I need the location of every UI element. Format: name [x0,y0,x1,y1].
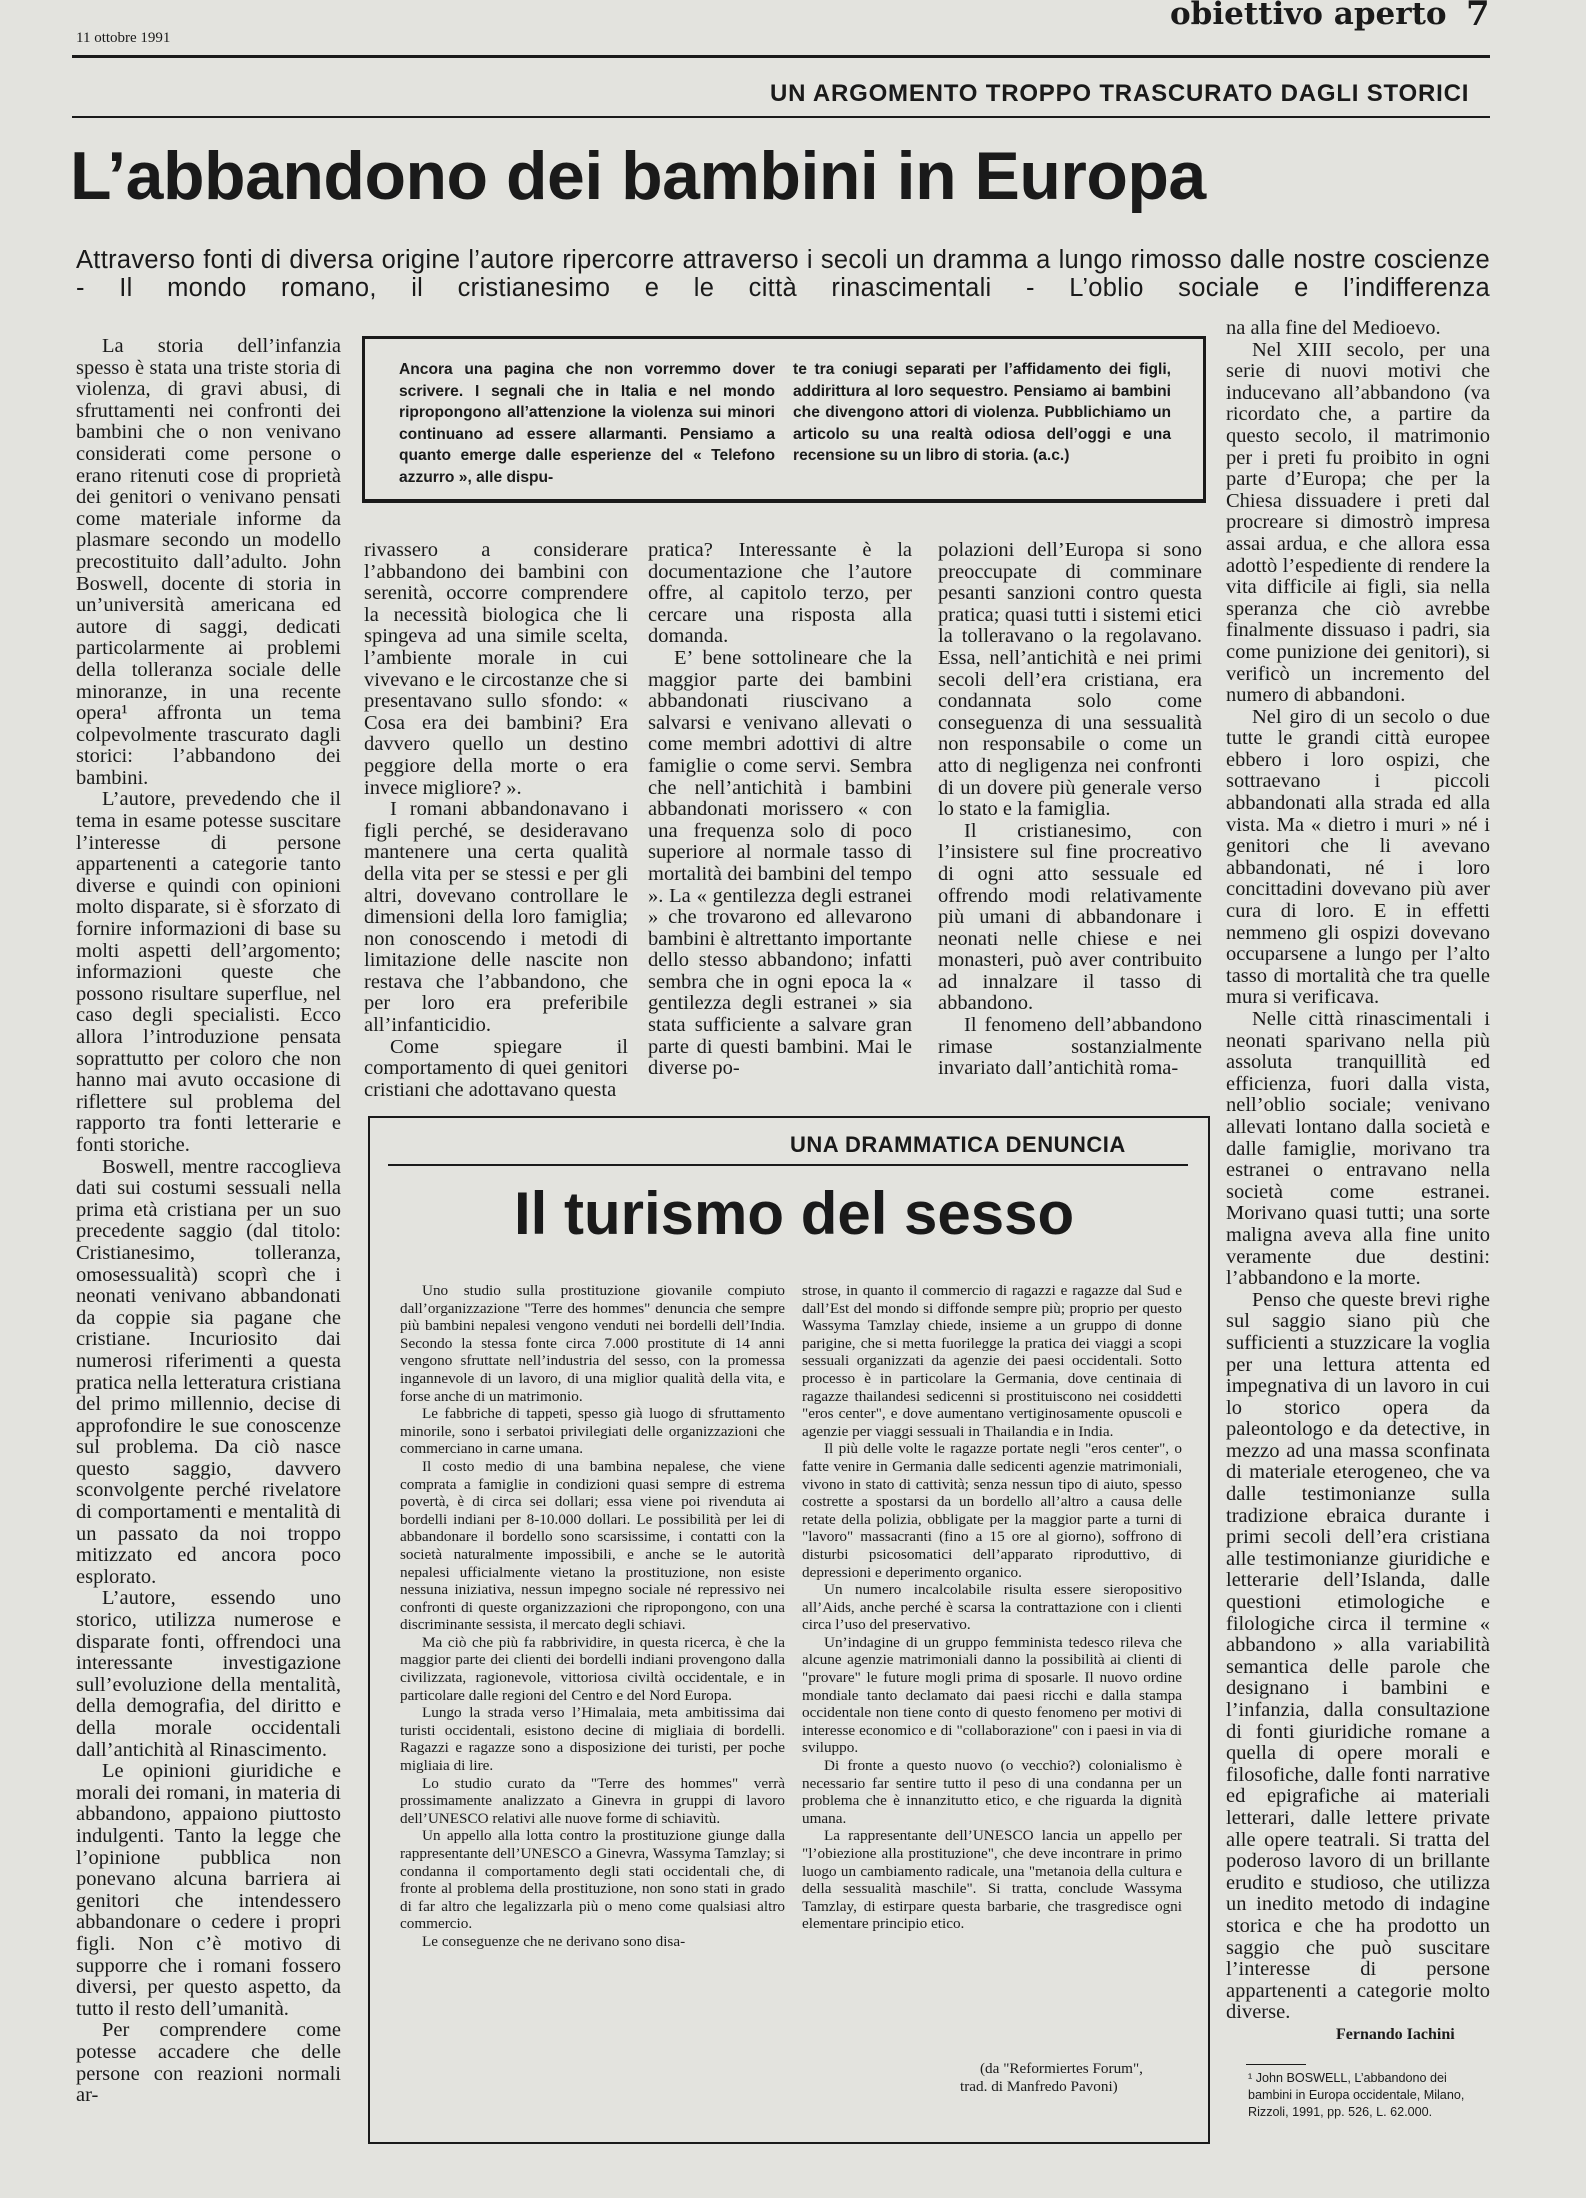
inset-kicker: UNA DRAMMATICA DENUNCIA [790,1132,1126,1157]
subheadline: Attraverso fonti di diversa origine l’autore ripercorre attraverso i secoli un dramma a lungo rimosso dalle nostre coscienze - Il mondo romano, il cristianesimo e le città rinascimentali - L’oblio sociale e l’indifferenza [76,246,1490,302]
paragraph: rivassero a considerare l’abbandono dei bambini con serenità, occorre comprendere la necessità biologica che li spingeva ad una simile scelta, l’ambiente morale in cui vivevano e le circostanze che si presentavano sullo sfondo: « Cosa era dei bambini? Era davvero quello un destino peggiore della morte o era invece migliore? ». [364,539,628,799]
paragraph: Nelle città rinascimentali i neonati sparivano nella più assoluta tranquillità ed efficienza, fuori dalla vista, nell’oblio sociale; venivano allevati lontano dalla società e dalle famiglie, morivano tra estranei o entravano nella società come estranei. Morivano quasi tutti; una sorte maligna aveva alla fine unito veramente due destini: l’abbandono e la morte. [1226,1008,1490,1290]
paragraph: Un numero incalcolabile risulta essere sieropositivo all’Aids, anche perché è scarsa la contrattazione con i clienti circa l’uso del preservativo. [802,1581,1182,1634]
paragraph: Il cristianesimo, con l’insistere sul fine procreativo di ogni atto sessuale ed offrendo modi relativamente più umani di abbandonare i neonati nelle chiese e nei monasteri, può aver contribuito ad innalzare il tasso di abbandono. [938,819,1202,1015]
paragraph: Boswell, mentre raccoglieva dati sui costumi sessuali nella prima età cristiana per un suo precedente saggio (dal titolo: Cristianesimo, tolleranza, omosessualità) scoprì che i neonati venivano abbandonati da coppie sia pagane che cristiane. Incuriosito dai numerosi riferimenti a questa pratica nella letteratura cristiana del primo millennio, decise di approfondire le sue conoscenze sul problema. Da ciò nasce questo saggio, davvero sconvolgente perché rivelatore di comportamenti e mentalità di un passato da noi troppo mitizzato ed ancora poco esplorato. [76,1155,341,1588]
paragraph: Lungo la strada verso l’Himalaia, meta ambitissima dai turisti occidentali, esistono decine di migliaia di bordelli. Ragazzi e ragazze sono a disposizione dei turisti, per poche migliaia di lire. [400,1704,785,1775]
article-column-4 [938,540,1202,1080]
section-title: obiettivo aperto [1170,0,1447,32]
paragraph: Le fabbriche di tappeti, spesso già luogo di sfruttamento minorile, sono i serbatoi privilegiati delle organizzazioni che commerciano in carne umana. [400,1405,785,1458]
paragraph: L’autore, essendo uno storico, utilizza numerose e disparate fonti, offrendoci una interessante investigazione sull’evoluzione della mentalità, della demografia, del diritto e della morale occidentali dall’antichità al Rinascimento. [76,1587,341,1761]
footnote-rule [1246,2064,1306,2065]
editorial-box-right: te tra coniugi separati per l’affidamento dei figli, addirittura al loro sequestro. Pensiamo ai bambini che divengono attori di violenza. Pubblichiamo un articolo su una realtà odiosa dell’oggi e una recensione su un libro di storia. (a.c.) [793,361,1171,464]
editorial-box [362,336,1206,503]
paragraph: Un appello alla lotta contro la prostituzione giunge dalla rappresentante dell’UNESCO a Ginevra, Wassyma Tamzlay; si condanna il comportamento degli stati occidentali che, di fronte al problema della prostituzione, non sono stati in grado di far altro che legalizzarla più o meno come qualsiasi altro commercio. [400,1827,785,1933]
inset-column-right [802,1282,1182,1933]
paragraph: Uno studio sulla prostituzione giovanile compiuto dall’organizzazione "Terre des hommes" denuncia che sempre più bambini nepalesi vengono venduti nei bordelli dell’India. Secondo la stessa fonte circa 7.000 prostitute di 14 anni vengono sfruttate nell’industria del sesso, con la promessa ingannevole di un lavoro, di una miglior qualità della vita, e forse anche di un matrimonio. [400,1282,785,1405]
paragraph: Come spiegare il comportamento di quei genitori cristiani che adottavano questa [364,1035,628,1101]
paragraph: polazioni dell’Europa si sono preoccupate di comminare pesanti sanzioni contro questa pratica; quasi tutti i sistemi etici la tolleravano o la regolavano. Essa, nell’antichità e nei primi secoli dell’era cristiana, era condannata solo come conseguenza di una sessualità non responsabile o come un atto di negligenza nei confronti di un dovere più generale verso lo stato e la famiglia. [938,539,1202,821]
paragraph: Ma ciò che più fa rabbrividire, in questa ricerca, è che la maggior parte dei clienti dei bordelli indiani provengono dalla civilizzata, ragionevole, vittoriosa civiltà occidentale, e in particolare dalle regioni del Centro e del Nord Europa. [400,1633,785,1704]
paragraph: pratica? Interessante è la documentazione che l’autore offre, al capitolo terzo, per cercare una risposta alla domanda. [648,539,912,648]
paragraph: Nel XIII secolo, per una serie di nuovi motivi che inducevano all’abbandono (va ricordato che, a partire da questo secolo, il matrimonio per i preti fu proibito in ogni parte d’Europa; che per la Chiesa dissuadere i preti dal procreare si dimostrò impresa assai ardua, e che allora essa adottò l’espediente di rendere la vita difficile ai figli, sia nella speranza che ciò avrebbe finalmente dissuaso i padri, sia come punizione dei genitori), si verificò un incremento del numero di abbandoni. [1226,338,1490,707]
paragraph: Le conseguenze che ne derivano sono disa- [422,1932,686,1950]
paragraph: Le opinioni giuridiche e morali dei romani, in materia di abbandono, appaiono piuttosto indulgenti. Tanto la legge che l’opinione pubblica non ponevano alcuna barriera ai genitori che intendessero abbandonare o cedere i propri figli. Non c’è motivo di supporre che i romani fossero diversi, per questo aspetto, da tutto il resto dell’umanità. [76,1760,341,2020]
headline: L’abbandono dei bambini in Europa [70,138,1206,214]
header-rule [72,55,1490,58]
paragraph: Lo studio curato da "Terre des hommes" verrà prossimamente analizzato a Ginevra in gruppi di lavoro dell’UNESCO relativi alle nuove forme di schiavitù. [400,1774,785,1827]
paragraph: strose, in quanto il commercio di ragazzi e ragazze dal Sud e dall’Est del mondo si diffonde sempre più; proprio per questo Wassyma Tamzlay chiede, insieme a un gruppo di donne parigine, che si metta fuorilegge la pratica dei viaggi a scopi sessuali organizzati da agenzie dei paesi occidentali. Sotto processo è in particolare la Germania, dove centinaia di ragazze thailandesi sedicenni si prostituiscono nei cosiddetti "eros center", e dove aumentano vertiginosamente opuscoli e agenzie per viaggi sessuali in Thailandia e in India. [802,1282,1182,1440]
header-section [1170,0,1447,32]
inset-column-left [400,1282,785,1951]
paragraph: Il più delle volte le ragazze portate negli "eros center", o fatte venire in Germania dalle sedicenti agenzie matrimoniali, vivono in stato di cattività; senza nessun tipo di aiuto, spesso costrette a spostarsi da un bordello all’altro a causa delle retate della polizia, obbligate per la maggior parte a turni di "lavoro" massacranti (fino a 15 ore al giorno), soffrono di disturbi psicosomatici dell’apparato riproduttivo, di depressioni e deperimento organico. [802,1440,1182,1581]
inset-title: Il turismo del sesso [514,1180,1075,1247]
article-column-3 [648,540,912,1080]
paragraph: La storia dell’infanzia spesso è stata una triste storia di violenza, di gravi abusi, di sfruttamenti nei confronti dei bambini che o non venivano considerati come persone o erano ritenuti cose di proprietà dei genitori o venivano pensati come materiale informe da plasmare secondo un modello precostituito dall’adulto. John Boswell, docente di storia in un’università americana ed autore di saggi, dedicati particolarmente ai problemi della tolleranza sociale delle minoranze, in una recente opera¹ affronta un tema colpevolmente trascurato dagli storici: l’abbandono dei bambini. [76,335,341,789]
paragraph: na alla fine del Medioevo. [1226,317,1441,339]
paragraph: Il fenomeno dell’abbandono rimase sostanzialmente invariato dall’antichità roma- [938,1014,1202,1080]
paragraph: Il costo medio di una bambina nepalese, che viene comprata a famiglie in condizioni quasi sempre di estrema povertà, è di circa sei dollari; essa viene poi rivenduta ai bordelli indiani per 8-10.000 dollari. Le possibilità per lei di abbandonare il bordello sono scarsissime, i contatti con la società naturalmente impossibili, e anche se le autorità nepalesi ufficialmente vietano la prostituzione, non esiste nessuna iniziativa, nessun impegno sociale né repressivo nei confronti di queste organizzazioni che ripropongono, con una discriminante sessista, il mercato degli schiavi. [400,1457,785,1634]
editorial-box-left: Ancora una pagina che non vorremmo dover scrivere. I segnali che in Italia e nel mondo ripropongono all’attenzione la violenza sui minori continuano ad essere allarmanti. Pensiamo a quanto emerge dalle esperienze del « Telefono azzurro », alle dispu- [399,361,775,486]
kicker-rule [72,116,1490,118]
paragraph: Nel giro di un secolo o due tutte le grandi città europee ebbero i loro ospizi, che sottraevano i piccoli abbandonati alla strada ed alla vista. Ma « dietro i muri » né i genitori che li avevano abbandonati, né i loro concittadini dovevano più aver cura di loro. E in effetti nemmeno gli ospizi dovevano occuparsene a lungo per l’alto tasso di mortalità che tra quelle mura si verificava. [1226,705,1490,1009]
paragraph: L’autore, prevedendo che il tema in esame potesse suscitare l’interesse di persone appartenenti a categorie tanto diverse e quindi con opinioni molto disparate, si è sforzato di fornire informazioni di base su molti aspetti dell’argomento; informazioni queste che possono risultare superflue, nel caso degli specialisti. Ecco allora l’introduzione pensata soprattutto per coloro che non hanno mai avuto occasione di riflettere sul problema del rapporto tra fonti letterarie e fonti storiche. [76,788,341,1156]
inset-source: (da "Reformiertes Forum", [980,2060,1143,2077]
header-date: 11 ottobre 1991 [76,30,171,46]
paragraph: I romani abbandonavano i figli perché, se desideravano mantenere una certa qualità della vita per se stessi e per gli altri, dovevano controllare le dimensioni della loro famiglia; non conoscendo i metodi di limitazione delle nascite non restava che l’abbandono, che per loro era preferibile all’infanticidio. [364,798,628,1037]
inset-box [368,1116,1210,2144]
article-column-1 [76,336,341,2107]
article-column-2 [364,540,628,1101]
inset-translator: trad. di Manfredo Pavoni) [960,2078,1118,2095]
paragraph: Di fronte a questo nuovo (o vecchio?) colonialismo è necessario far sentire tutto il peso di una condanna per un problema che è innanzitutto etico, e che riguarda la dignità umana. [802,1757,1182,1827]
paragraph: E’ bene sottolineare che la maggior parte dei bambini abbandonati riuscivano a salvarsi e venivano allevati o come membri adottivi di altre famiglie o come servi. Sembra che nell’antichità i bambini abbandonati morissero « con una frequenza solo di poco superiore al normale tasso di mortalità dei bambini del tempo ». La « gentilezza degli estranei » che trovarono ed allevarono bambini è altrettanto importante dello stesso abbandono; infatti sembra che in ogni epoca la « gentilezza degli estranei » sia stata sufficiente a salvare gran parte di questi bambini. Mai le diverse po- [648,646,912,1080]
article-column-5 [1226,318,1490,2024]
kicker: UN ARGOMENTO TROPPO TRASCURATO DAGLI STORICI [770,80,1470,107]
paragraph: Un’indagine di un gruppo femminista tedesco rileva che alcune agenzie matrimoniali danno la possibilità ai clienti di "provare" le future mogli prima di sposarle. Il nuovo ordine mondiale tanto declamato dai paesi ricchi e dalla stampa occidentale non tiene conto di questo fenomeno per motivi di interesse economico e di "collaborazione" con i paesi in via di sviluppo. [802,1633,1182,1757]
page-number: 7 [1466,0,1490,34]
paragraph: Penso che queste brevi righe sul saggio siano più che sufficienti a stuzzicare la voglia per una lettura attenta ed impegnativa di un lavoro in cui lo storico opera da paleontologo e da detective, in mezzo ad una massa sconfinata di materiale eterogeneo, che va dalle testimonianze sulla tradizione ebraica durante i primi secoli dell’era cristiana alle testimonianze giuridiche e letterarie dell’Islanda, dalle questioni etimologiche e filologiche circa il termine « abbandono » alla variabilità semantica delle parole che designano i bambini e l’infanzia, dalla consultazione di fonti giuridiche romane a quella di opere morali e filosofiche, dalle fonti narrative ed epigrafiche ai materiali letterari, dalle lettere private alle opere teatrali. Si tratta del poderoso lavoro di un brillante erudito e studioso, che utilizza un inedito metodo di indagine storica e che ha prodotto un saggio che può suscitare l’interesse di persone appartenenti a categorie molto diverse. [1226,1288,1490,2024]
byline: Fernando Iachini [1336,2026,1455,2043]
inset-kicker-rule [388,1164,1188,1166]
paragraph: La rappresentante dell’UNESCO lancia un appello per "l’obiezione alla prostituzione", che deve incontrare in primo luogo un cambiamento radicale, una "metanoia della cultura e della sessualità maschile". Si tratta, conclude Wassyma Tamzlay, di estirpare questa barbarie, che trasgredisce ogni elementare principio etico. [802,1827,1182,1933]
footnote: ¹ John BOSWELL, L’abbandono dei bambini in Europa occidentale, Milano, Rizzoli, 1991, pp. 526, L. 62.000. [1248,2071,1465,2119]
paragraph: Per comprendere come potesse accadere che delle persone con reazioni normali ar- [76,2019,341,2107]
